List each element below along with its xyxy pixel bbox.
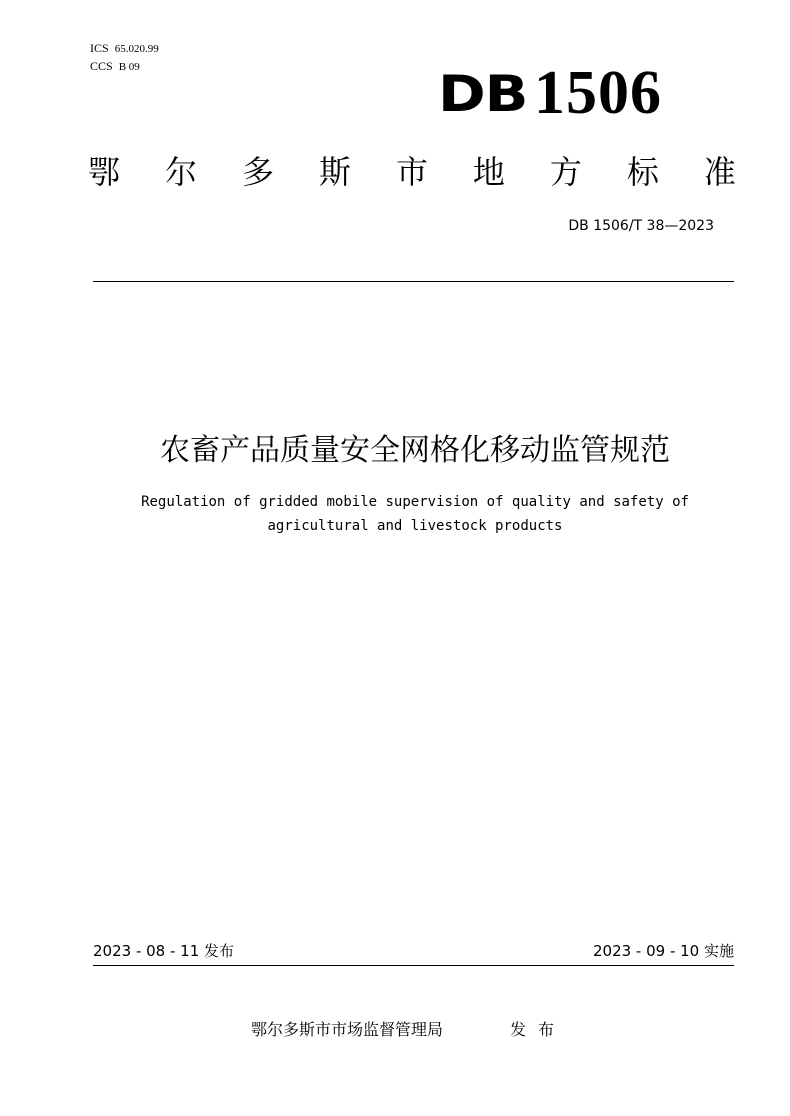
title-english [95, 490, 735, 538]
issue-date: 2023 - 08 - 11 发布 [93, 942, 235, 960]
ics-label: ICS [90, 41, 109, 55]
standard-number: DB 1506/T 38—2023 [568, 218, 714, 234]
standard-type-char: 鄂 [88, 153, 121, 191]
title-english-line: Regulation of gridded mobile supervision of quality and safety of [141, 494, 689, 510]
ccs-label: CCS [90, 59, 113, 73]
standard-type-char: 多 [241, 153, 274, 191]
db-number: 1506 [534, 59, 662, 127]
publish-label: 发布 [510, 1020, 567, 1039]
title-chinese: 农畜产品质量安全网格化移动监管规范 [160, 433, 670, 468]
issuing-authority: 鄂尔多斯市市场监督管理局 [251, 1020, 444, 1039]
standard-type-char: 准 [703, 153, 736, 191]
title-english-line: agricultural and livestock products [267, 518, 563, 534]
implementation-date: 2023 - 09 - 10 实施 [592, 942, 734, 960]
standard-type-char: 标 [626, 153, 659, 191]
bottom-divider [93, 965, 734, 966]
ics-code [90, 40, 159, 58]
standard-type-char: 市 [395, 153, 428, 191]
standard-type-char: 斯 [318, 153, 351, 191]
standard-type-char: 地 [472, 153, 505, 191]
standard-type-char: 方 [549, 153, 582, 191]
ics-value: 65.020.99 [114, 43, 159, 55]
ccs-value: B 09 [118, 61, 140, 73]
top-divider [93, 281, 734, 282]
classification-codes [90, 40, 159, 76]
ccs-code [90, 58, 159, 76]
standard-type-heading [88, 150, 736, 194]
standard-type-char: 尔 [164, 153, 197, 191]
db-logo: DB [438, 65, 528, 123]
